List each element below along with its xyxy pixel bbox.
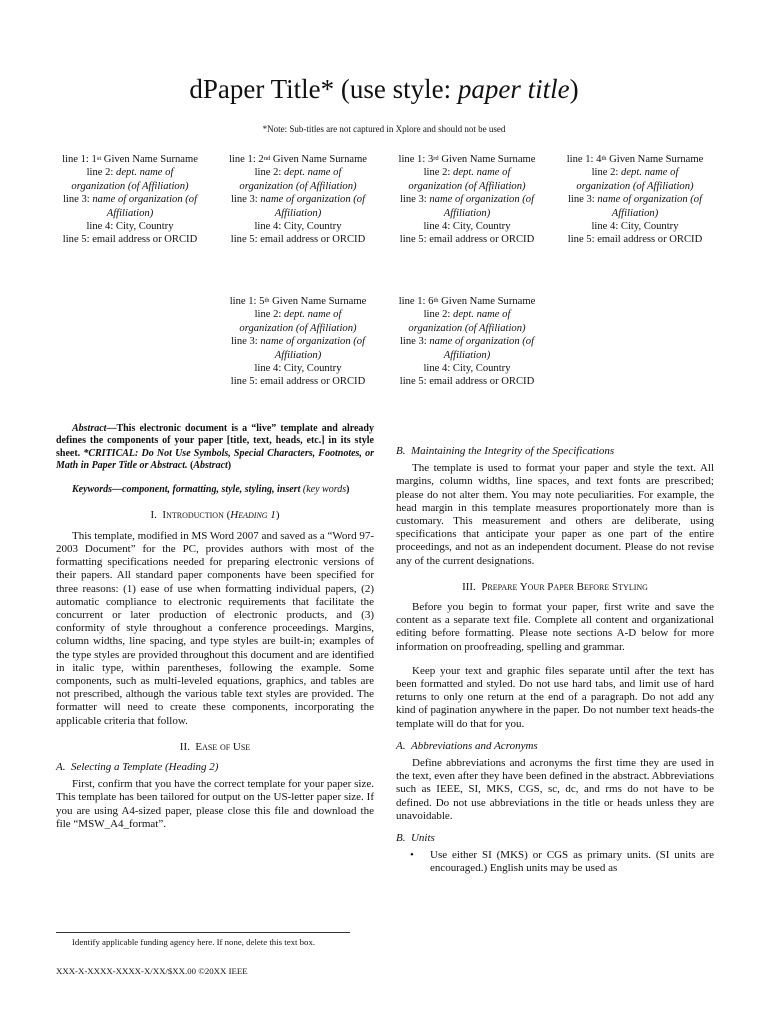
intro-paragraph: This template, modified in MS Word 2007 and saved as a “Word 97-2003 Document” for the PC, provides authors with most of the formatting specifications needed for preparing electronic versions of their papers. All standard paper components have been specified for three reasons: (1) ease of use when formatting individual papers, (2) automatic compliance to electronic requirements that facilitate the concurrent or later production of electronic products, and (3) conformity of style throughout a conference proceedings. Margins, column widths, line spacing, and type styles are built-in; examples of the type styles are provided throughout this document and are identified in italic type, within parentheses, following the example. Some components, such as multi-leveled equations, graphics, and tables are not prescribed, although the various table text styles are provided. The formatter will need to create these components, incorporating the applicable criteria that follow. xyxy=(56,529,374,727)
abbreviations-paragraph: Define abbreviations and acronyms the first time they are used in the text, even after they have been defined in the abstract. Abbreviations such as IEEE, SI, MKS, CGS, sc, dc, and rms do not have to be defined. Do not use abbreviations in the title or heads unless they are unavoidable. xyxy=(396,757,714,822)
prepare-paragraph-2: Keep your text and graphic files separate until after the text has been formatted and styled. Do not use hard tabs, and limit use of hard returns to only one return at the end of a paragraph. Do not add any kind of pagination anywhere in the paper. Do not number text heads-the template will do that for you. xyxy=(396,664,714,730)
prepare-paragraph-1: Before you begin to format your paper, first write and save the content as a separate text file. Complete all content and organizational editing before formatting. Please note sections A-D below for more information on proofreading, spelling and grammar. xyxy=(396,601,714,653)
heading-selecting-template: A. Selecting a Template (Heading 2) xyxy=(56,760,219,773)
left-column xyxy=(56,423,374,831)
heading-introduction: I. Introduction (Heading 1) xyxy=(150,509,280,522)
bullet-icon: • xyxy=(410,849,414,862)
author-block-1: line 1: 1st Given Name Surname line 2: dept. name of organization (of Affiliation) line 3: name of organization (of Affiliation) line 4: City, Country line 5: email address or ORCID xyxy=(62,154,198,246)
right-column xyxy=(396,445,714,876)
paper-title: dPaper Title* (use style: paper title) xyxy=(189,74,579,104)
abstract: Abstract—This electronic document is a “live” template and already defines the components of your paper [title, text, heads, etc.] in its style sheet. *CRITICAL: Do Not Use Symbols, Special Characters, Footnotes, or Math in Paper Title or Abstract. (Abstract) xyxy=(56,423,374,471)
keywords: Keywords—component, formatting, style, styling, insert (key words) xyxy=(72,484,350,496)
footnote-separator xyxy=(56,932,350,933)
heading-abbreviations: A. Abbreviations and Acronyms xyxy=(396,739,538,752)
subtitle-note: *Note: Sub-titles are not captured in Xplore and should not be used xyxy=(262,124,506,134)
heading-maintaining-integrity: B. Maintaining the Integrity of the Specifications xyxy=(396,445,615,457)
author-block-5: line 1: 5th Given Name Surname line 2: dept. name of organization (of Affiliation) line 3: name of organization (of Affiliation) line 4: City, Country line 5: email address or ORCID xyxy=(229,296,367,388)
heading-ease-of-use: II. Ease of Use xyxy=(179,740,251,753)
heading-units: B. Units xyxy=(396,832,435,845)
selecting-template-paragraph: First, confirm that you have the correct template for your paper size. This template has been tailored for output on the US-letter paper size. If you are using A4-sized paper, please close this file and download the file “MSW_A4_format”. xyxy=(56,778,374,830)
maintaining-integrity-paragraph: The template is used to format your paper and style the text. All margins, column widths, line spaces, and text fonts are prescribed; please do not alter them. You may note peculiarities. For example, the head margin in this template measures proportionately more than is customary. This measurement and others are deliberate, using specifications that anticipate your paper as one part of the entire proceedings, and not as an independent document. Please do not revise any of the current designations. xyxy=(396,462,714,567)
author-block-6: line 1: 6th Given Name Surname line 2: dept. name of organization (of Affiliation) line 3: name of organization (of Affiliation) line 4: City, Country line 5: email address or ORCID xyxy=(398,296,536,388)
copyright-notice: XXX-X-XXXX-XXXX-X/XX/$XX.00 ©20XX IEEE xyxy=(56,966,248,976)
author-block-3: line 1: 3rd Given Name Surname line 2: dept. name of organization (of Affiliation) line 3: name of organization (of Affiliation) line 4: City, Country line 5: email address or ORCID xyxy=(398,154,536,246)
author-block-2: line 1: 2nd Given Name Surname line 2: dept. name of organization (of Affiliation) line 3: name of organization (of Affiliation) line 4: City, Country line 5: email address or ORCID xyxy=(228,154,368,246)
funding-footnote: Identify applicable funding agency here. If none, delete this text box. xyxy=(72,937,316,947)
heading-prepare-paper: III. Prepare Your Paper Before Styling xyxy=(462,580,648,593)
units-bullet-item: • Use either SI (MKS) or CGS as primary units. (SI units are encouraged.) English units may be used as xyxy=(410,849,714,875)
author-block-4: line 1: 4th Given Name Surname line 2: dept. name of organization (of Affiliation) line 3: name of organization (of Affiliation) line 4: City, Country line 5: email address or ORCID xyxy=(566,154,704,246)
